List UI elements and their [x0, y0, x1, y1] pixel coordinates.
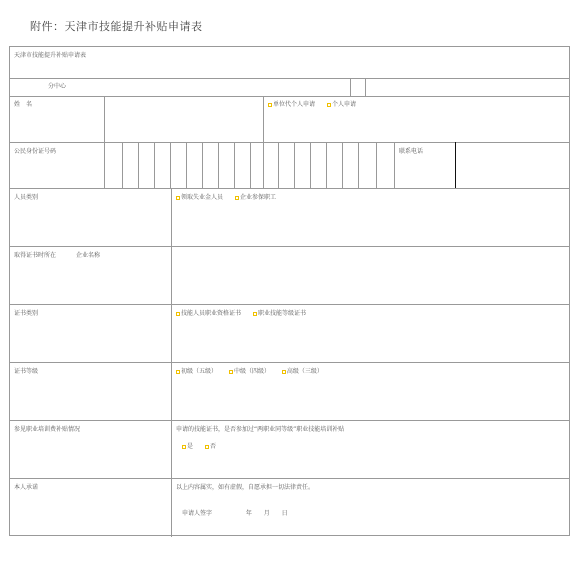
- name-label: 姓 名: [14, 101, 33, 108]
- cert-type-options: [176, 310, 316, 318]
- checkbox-icon[interactable]: [253, 312, 257, 316]
- row-divider: [10, 78, 569, 79]
- checkbox-icon[interactable]: [176, 196, 180, 200]
- application-form: [9, 46, 570, 536]
- id-digit-divider: [104, 142, 105, 188]
- row-divider: [10, 362, 569, 363]
- training-options: [182, 443, 226, 451]
- checkbox-icon[interactable]: [176, 312, 180, 316]
- id-digit-divider: [250, 142, 251, 188]
- col-divider: [350, 78, 351, 96]
- apply-type-unit-option[interactable]: 单位代个人申请: [268, 101, 315, 108]
- phone-field[interactable]: [459, 146, 567, 186]
- training-yes-option[interactable]: 是: [182, 443, 193, 450]
- checkbox-icon[interactable]: [327, 103, 331, 107]
- training-question: 申请的技能证书，是否参加过“两职业同等级”职业技能培训补贴: [176, 426, 345, 433]
- person-category-label: 人员类别: [14, 194, 39, 201]
- id-digit-divider: [234, 142, 235, 188]
- id-digit-divider: [263, 142, 264, 188]
- insured-employee-option[interactable]: 企业参保职工: [235, 194, 276, 201]
- form-header-title: 天津市技能提升补贴申请表: [14, 52, 87, 59]
- promise-label: 本人承诺: [14, 484, 39, 491]
- id-digit-divider: [122, 142, 123, 188]
- apply-type-options: [268, 101, 366, 109]
- id-digit-divider: [170, 142, 171, 188]
- col-divider: [365, 78, 366, 96]
- checkbox-icon[interactable]: [176, 370, 180, 374]
- id-digit-divider: [394, 142, 395, 188]
- id-digit-divider: [358, 142, 359, 188]
- training-no-option[interactable]: 否: [205, 443, 216, 450]
- document-title: 附件：天津市技能提升补贴申请表: [30, 20, 203, 33]
- row-divider: [10, 420, 569, 421]
- id-digit-divider: [455, 142, 456, 188]
- checkbox-icon[interactable]: [235, 196, 239, 200]
- cert-unit-label: 取得证书时所在: [14, 252, 57, 259]
- apply-type-personal-option[interactable]: 个人申请: [327, 101, 356, 108]
- name-field[interactable]: [108, 101, 260, 139]
- level-intermediate-option[interactable]: 中级（四级）: [229, 368, 270, 375]
- col-divider: [171, 188, 172, 537]
- subcenter-label: 分中心: [48, 83, 67, 90]
- row-divider: [10, 478, 569, 479]
- month-label: 月: [263, 510, 270, 517]
- id-digit-divider: [326, 142, 327, 188]
- cert-level-label: 证书等级: [14, 368, 39, 375]
- promise-text: 以上内容属实，如有虚假，自愿承担一切法律责任。: [176, 484, 315, 491]
- year-label: 年: [245, 510, 252, 517]
- row-divider: [10, 246, 569, 247]
- row-divider: [10, 188, 569, 189]
- id-number-label: 公民身份证号码: [14, 148, 57, 155]
- id-digit-divider: [294, 142, 295, 188]
- cert-type-label: 证书类别: [14, 310, 39, 317]
- level-junior-option[interactable]: 初级（五级）: [176, 368, 217, 375]
- signature-line: [182, 510, 288, 518]
- checkbox-icon[interactable]: [182, 445, 186, 449]
- signature-label: 申请人签字: [182, 510, 213, 517]
- id-digit-divider: [186, 142, 187, 188]
- col-divider: [104, 96, 105, 142]
- checkbox-icon[interactable]: [282, 370, 286, 374]
- col-divider: [263, 96, 264, 142]
- qualification-cert-option[interactable]: 技能人员职业资格证书: [176, 310, 241, 317]
- id-digit-divider: [310, 142, 311, 188]
- training-label: 参见职业培训费补贴情况: [14, 426, 81, 433]
- id-digit-divider: [278, 142, 279, 188]
- row-divider: [10, 142, 569, 143]
- checkbox-icon[interactable]: [229, 370, 233, 374]
- id-digit-divider: [202, 142, 203, 188]
- unemployed-option[interactable]: 领取失业金人员: [176, 194, 223, 201]
- company-name-field[interactable]: [176, 252, 566, 300]
- company-name-label: 企业名称: [76, 252, 101, 259]
- checkbox-icon[interactable]: [268, 103, 272, 107]
- row-divider: [10, 96, 569, 97]
- id-digit-divider: [342, 142, 343, 188]
- id-digit-divider: [376, 142, 377, 188]
- row-divider: [10, 304, 569, 305]
- phone-label: 联系电话: [399, 148, 424, 155]
- id-digit-divider: [138, 142, 139, 188]
- skill-level-cert-option[interactable]: 职业技能等级证书: [253, 310, 306, 317]
- level-senior-option[interactable]: 高级（三级）: [282, 368, 323, 375]
- day-label: 日: [281, 510, 288, 517]
- id-digit-divider: [218, 142, 219, 188]
- id-digit-divider: [154, 142, 155, 188]
- cert-level-options: [176, 368, 333, 376]
- checkbox-icon[interactable]: [205, 445, 209, 449]
- person-category-options: [176, 194, 286, 202]
